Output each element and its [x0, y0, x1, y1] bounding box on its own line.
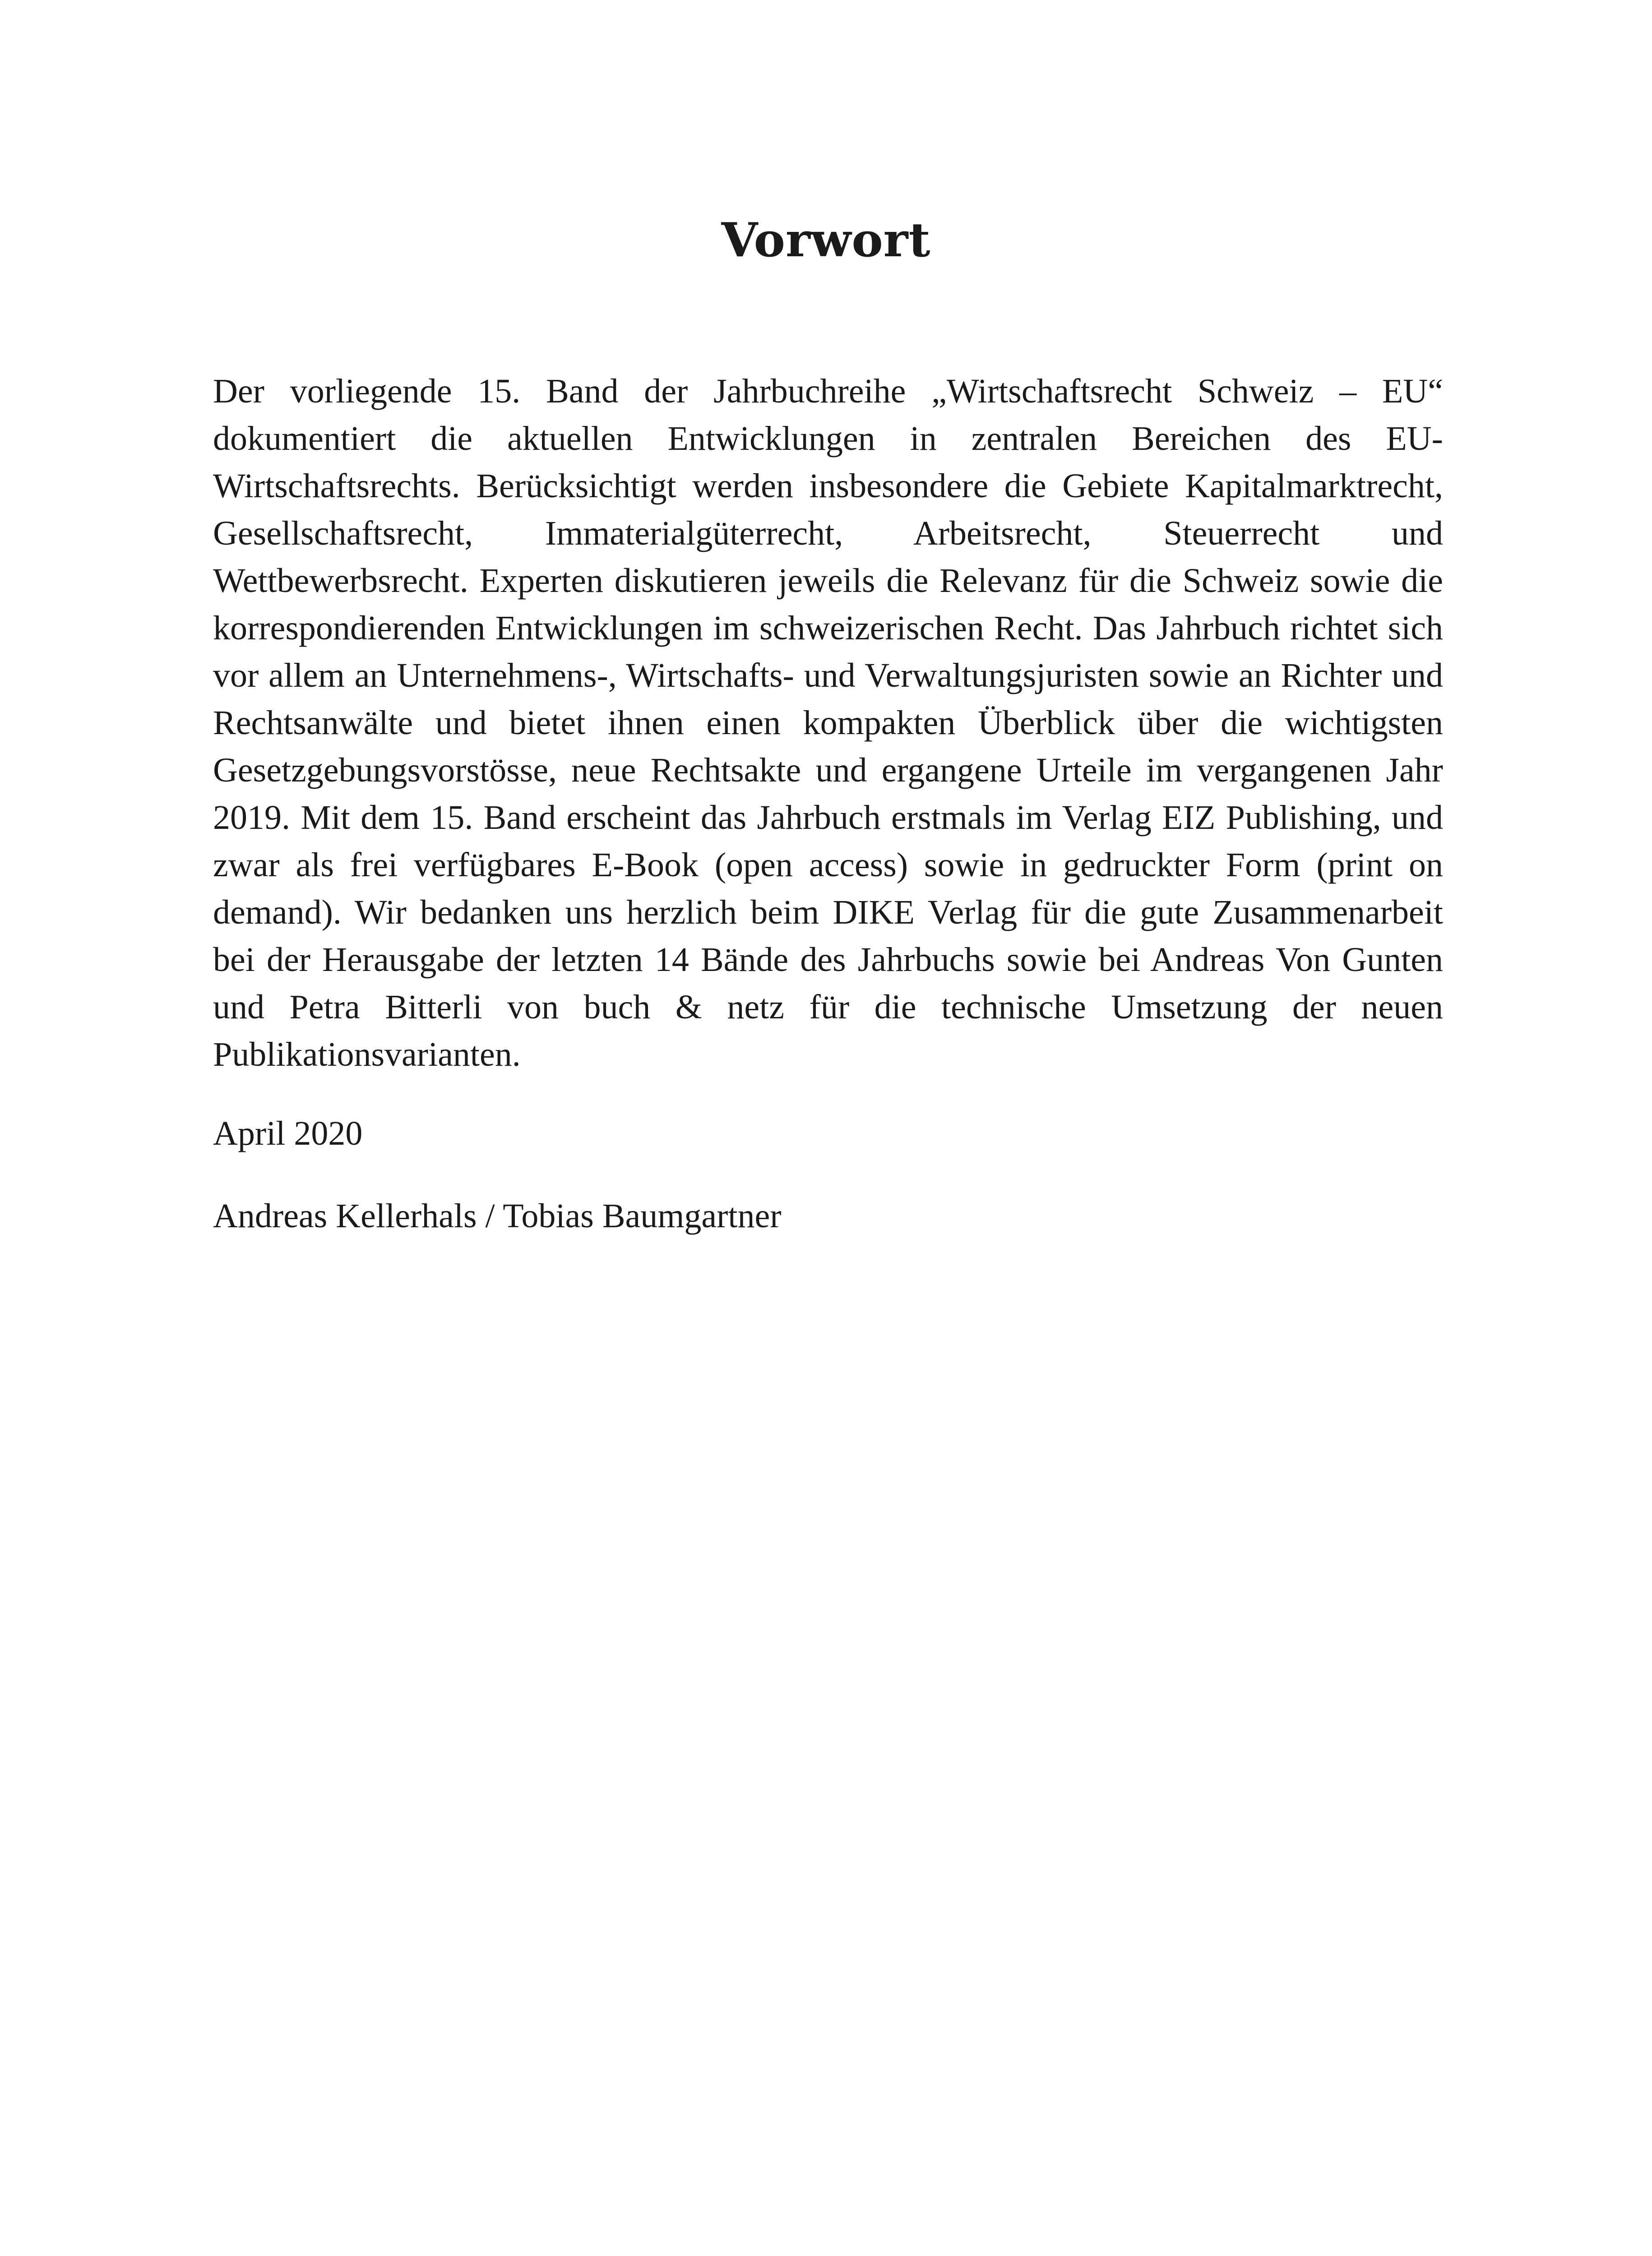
preface-authors: Andreas Kellerhals / Tobias Baumgartner — [213, 1197, 782, 1235]
preface-date: April 2020 — [213, 1114, 363, 1152]
preface-content — [213, 368, 1443, 1240]
page-title: Vorwort — [721, 212, 931, 268]
preface-body-paragraph: Der vorliegende 15. Band der Jahrbuchreihe „Wirtschaftsrecht Schweiz – EU“ dokumentiert die aktuellen Entwicklungen in zentralen Bereichen des EU-Wirtschaftsrechts. Berücksichtigt werden insbesondere die Gebiete Kapitalmarktrecht, Gesellschaftsrecht, Immaterialgüterrecht, Arbeitsrecht, Steuerrecht und Wettbewerbsrecht. Experten diskutieren jeweils die Relevanz für die Schweiz sowie die korrespondierenden Entwicklungen im schweizerischen Recht. Das Jahrbuch richtet sich vor allem an Unternehmens-, Wirtschafts- und Verwaltungsjuristen sowie an Richter und Rechtsanwälte und bietet ihnen einen kompakten Überblick über die wichtigsten Gesetzgebungsvorstösse, neue Rechtsakte und ergangene Urteile im vergangenen Jahr 2019. Mit dem 15. Band erscheint das Jahrbuch erstmals im Verlag EIZ Publishing, und zwar als frei verfügbares E-Book (open access) sowie in gedruckter Form (print on demand). Wir bedanken uns herzlich beim DIKE Verlag für die gute Zusammenarbeit bei der Herausgabe der letzten 14 Bände des Jahrbuchs sowie bei Andreas Von Gunten und Petra Bitterli von buch & netz für die technische Umsetzung der neuen Publikationsvarianten. — [213, 372, 1443, 1073]
